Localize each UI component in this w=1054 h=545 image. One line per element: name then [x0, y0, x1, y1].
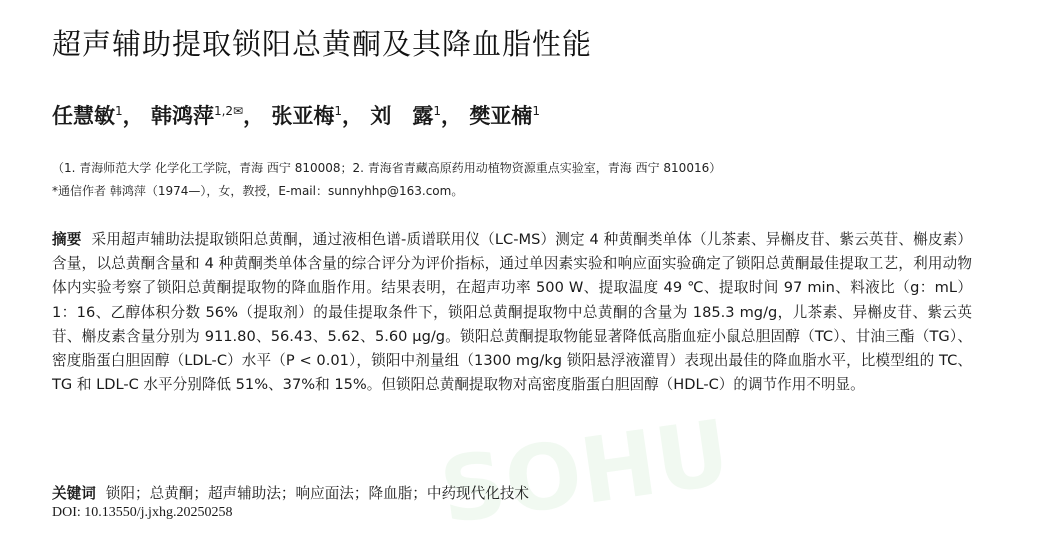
author-1: 任慧敏$^1$， [52, 104, 144, 128]
affiliation: （1. 青海师范大学 化学化工学院，青海 西宁 810008；2. 青海省青藏高原药用动植物资源重点实验室，青海 西宁 810016） [52, 161, 722, 175]
abstract-text: 采用超声辅助法提取锁阳总黄酮，通过液相色谱-质谱联用仪（LC-MS）测定 4 种黄酮类单体（儿茶素、异槲皮苷、紫云英苷、槲皮素）含量，以总黄酮含量和 4 种黄酮类单体含量的综合评分为评价指标，通过单因素实验和响应面实验确定了锁阳总黄酮最佳提取工艺，利用动物体内实验考察了锁阳总黄酮提取物的降血脂作用。结果表明，在超声功率 500 W、提取温度 49 ℃、提取时间 97 min、料液比（g：mL）1：16、乙醇体积分数 56%（提取剂）的最佳提取条件下，锁阳总黄酮提取物中总黄酮的含量为 185.3 mg/g，儿茶素、异槲皮苷、紫云英苷、槲皮素含量分别为 911.80、56.43、5.62、5.60 μg/g。锁阳总黄酮提取物能显著降低高脂血症小鼠总胆固醇（TC）、甘油三酯（TG）、密度脂蛋白胆固醇（LDL-C）水平（P < 0.01），锁阳中剂量组（1300 mg/kg 锁阳悬浮液灌胃）表现出最佳的降血脂水平，比模型组的 TC、TG 和 LDL-C 水平分别降低 51%、37%和 15%。但锁阳总黄酮提取物对高密度脂蛋白胆固醇（HDL-C）的调节作用不明显。 [52, 231, 972, 394]
watermark: SOHU [434, 400, 736, 545]
corresponding-author: *通信作者 韩鸿萍（1974—），女，教授，E-mail：sunnyhhp@163.com。 [52, 184, 464, 198]
keywords-text: 锁阳；总黄酮；超声辅助法；响应面法；降血脂；中药现代化技术 [105, 485, 530, 502]
keywords [52, 482, 972, 503]
paper-title: 超声辅助提取锁阳总黄酮及其降血脂性能 [52, 27, 593, 61]
author-list [52, 100, 540, 130]
abstract [52, 228, 972, 397]
keywords-label: 关键词 [52, 485, 96, 502]
doi[interactable]: DOI: 10.13550/j.jxhg.20250258 [52, 505, 233, 520]
author-5: 樊亚楠$^1$ [469, 104, 540, 128]
abstract-label: 摘要 [52, 231, 82, 248]
author-4: 刘 露$^1$， [370, 104, 462, 128]
author-3: 张亚梅$^1$， [271, 104, 364, 128]
author-2: 韩鸿萍$^{1,2✉}$， [150, 104, 265, 128]
